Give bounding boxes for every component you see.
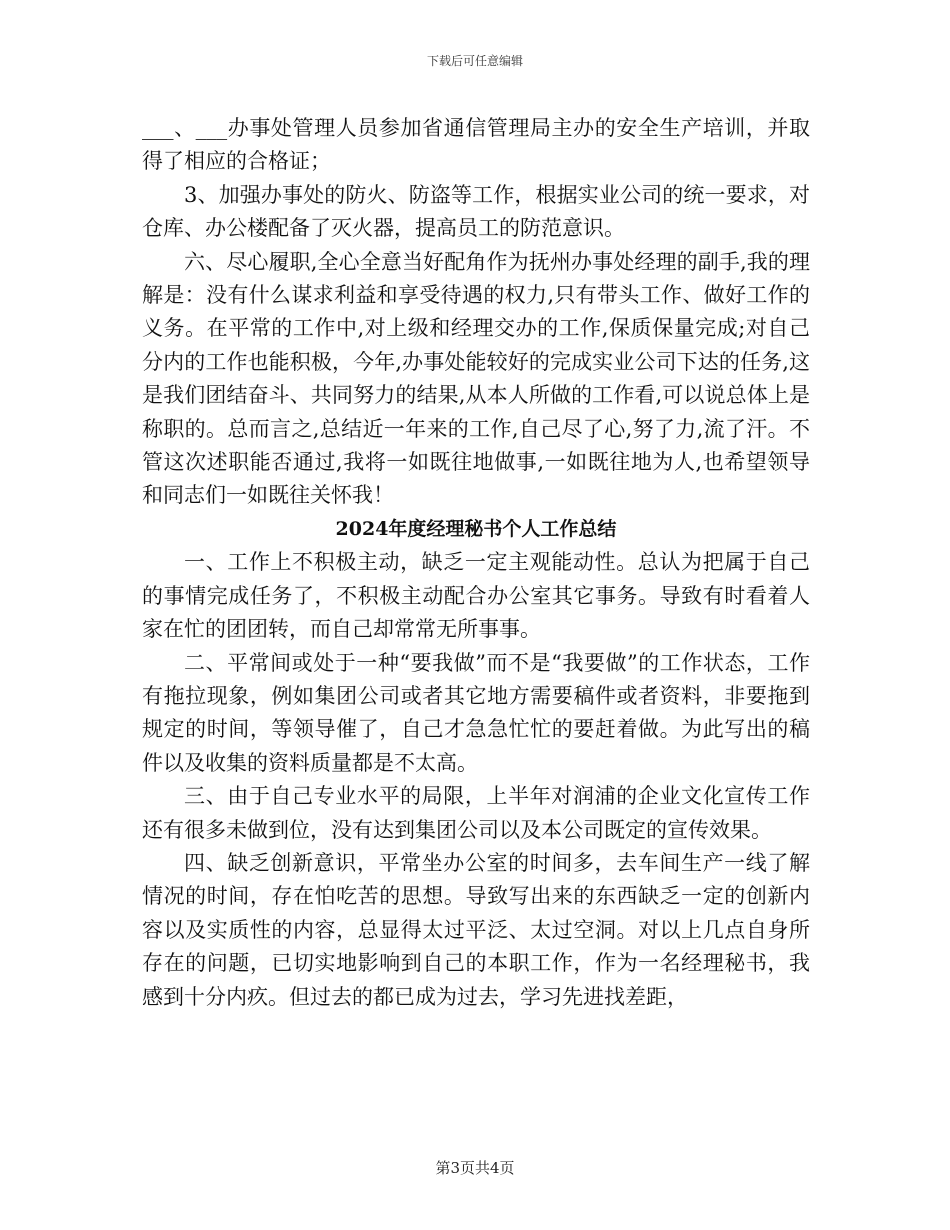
- section-title: 2024年度经理秘书个人工作总结: [335, 517, 617, 540]
- paragraph-point-four: 四、缺乏创新意识，平常坐办公室的时间多，去车间生产一线了解情况的时间，存在怕吃苦的思想。导致写出来的东西缺乏一定的创新内容以及实质性的内容，总显得太过平泛、太过空洞。对以上几点自身所存在的问题，已切实地影响到自己的本职工作，作为一名经理秘书，我感到十分内疚。但过去的都已成为过去，学习先进找差距，: [142, 850, 810, 1009]
- page-header-note: 下载后可任意编辑: [426, 54, 523, 68]
- paragraph-point-three: 三、由于自己专业水平的局限，上半年对润浦的企业文化宣传工作还有很多未做到位，没有达到集团公司以及本公司既定的宣传效果。: [142, 784, 810, 842]
- paragraph-duty-performance: 六、尽心履职,全心全意当好配角作为抚州办事处经理的副手,我的理解是：没有什么谋求利益和享受待遇的权力,只有带头工作、做好工作的义务。在平常的工作中,对上级和经理交办的工作,保质保量完成;对自己分内的工作也能积极，今年,办事处能较好的完成实业公司下达的任务,这是我们团结奋斗、共同努力的结果,从本人所做的工作看,可以说总体上是称职的。总而言之,总结近一年来的工作,自己尽了心,努了力,流了汗。不管这次述职能否通过,我将一如既往地做事,一如既往地为人,也希望领导和同志们一如既往关怀我！: [142, 249, 810, 508]
- paragraph-fire-safety: 3、加强办事处的防火、防盗等工作，根据实业公司的统一要求，对仓库、办公楼配备了灭火器，提高员工的防范意识。: [142, 182, 810, 241]
- paragraph-point-one: 一、工作上不积极主动，缺乏一定主观能动性。总认为把属于自己的事情完成任务了，不积极主动配合办公室其它事务。导致有时看着人家在忙的团团转，而自己却常常无所事事。: [142, 550, 810, 642]
- paragraph-training-certificate: ___、___办事处管理人员参加省通信管理局主办的安全生产培训，并取得了相应的合格证；: [142, 116, 810, 174]
- document-body: [142, 112, 810, 1014]
- paragraph-point-two: 二、平常间或处于一种“要我做”而不是“我要做”的工作状态，工作有拖拉现象，例如集团公司或者其它地方需要稿件或者资料，非要拖到规定的时间，等领导催了，自己才急急忙忙的要赶着做。为此写出的稿件以及收集的资料质量都是不太高。: [142, 650, 810, 775]
- page-number-footer: 第3页共4页: [435, 1159, 515, 1177]
